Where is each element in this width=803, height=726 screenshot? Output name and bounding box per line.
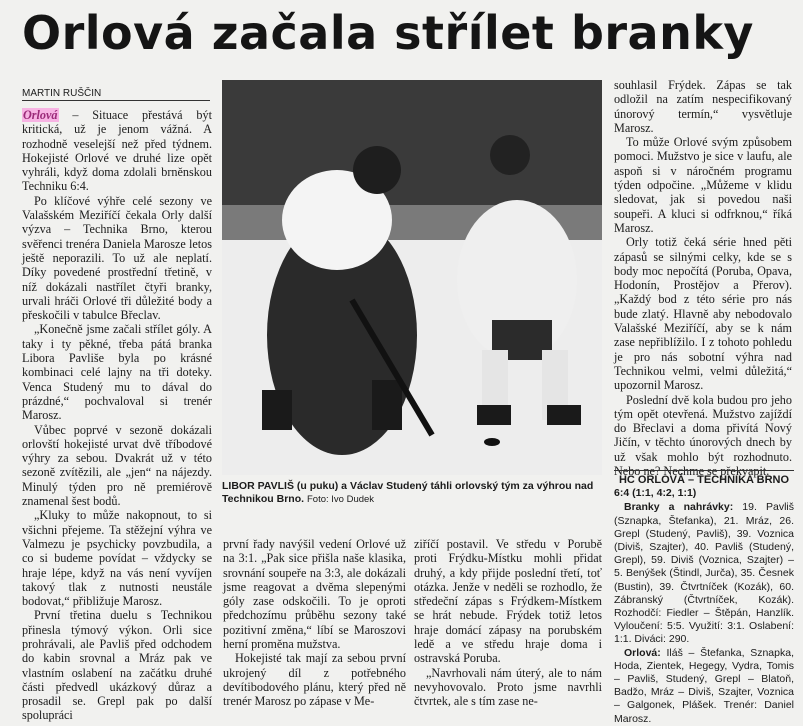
paragraph: „Navrhovali nám úterý, ale to nám nevyhovovalo. Proto jsme navrhli čtvrtek, ale s tím zase ne- (414, 665, 602, 709)
article-column-2 (223, 537, 406, 709)
goals-paragraph: Branky a nahrávky: 19. Pavliš (Sznapka, Štefanka), 21. Mráz, 26. Grepl (Studený, Pavliš), 39. Voznica (Diviš, Szajter), 40. Pavliš (Studený, Grepl), 59. Diviš (Voznica, Szajter) – 5. Benýšek (Štindl, Jurča), 35. Česnek (Bustin), 39. Čtvrtníček (Kozák), 60. Zábranský (Čtvrtníček, Kozák). Rozhodčí: Fiedler – Štěpán, Hanzlík. Vyloučení: 5:5. Využití: 3:1. Oslabení: 1:1. Diváci: 290. (614, 501, 794, 646)
paragraph: ziříčí postavil. Ve středu v Porubě proti Frýdku-Místku mohli přidat druhý, a kdy přijde poslední třetí, toť otázka. Jenže v neděli se rozhodlo, že středeční zápas s Frýdkem-Místkem se hrát nebude. Frýdek totiž letos hraje domácí zápasy na porubském ledě a ve středu hraje doma i ostravská Poruba. (414, 537, 602, 666)
match-heading: HC ORLOVÁ – TECHNIKA BRNO (614, 470, 794, 487)
article-column-1 (22, 108, 212, 723)
article-column-3 (414, 537, 602, 709)
article-column-4 (614, 78, 792, 478)
dateline-highlight: Orlová (23, 108, 58, 122)
match-score: 6:4 (1:1, 4:2, 1:1) (614, 487, 697, 500)
article-headline: Orlová začala střílet branky (22, 6, 754, 60)
hockey-photo (222, 80, 602, 475)
paragraph: To může Orlové svým způsobem pomoci. Mužstvo je sice v laufu, ale aspoň si v náročném programu týden odpočine. „Můžeme v klidu sledovat, jak si povedou naši soupeři. A kluci si odfrknou,“ říká Marosz. (614, 135, 792, 235)
hockey-players-illustration (222, 80, 602, 475)
match-stats-box (614, 470, 794, 726)
photo-caption: LIBOR PAVLIŠ (u puku) a Václav Studený táhli orlovský tým za výhrou nad Technikou Brno. Foto: Ivo Dudek (222, 480, 594, 505)
paragraph: Po klíčové výhře celé sezony ve Valašském Meziříčí čekala Orly další výzva – Technika Brno, kterou svěřenci trenéra Daniela Marosze letos ještě neporazili. To už ale neplatí. Díky povedené prostřední třetině, v níž dokázali nastřílet čtyři branky, urvali hráči Orlové tři důležité body a přeskočili v tabulce Břeclav. (22, 193, 212, 323)
paragraph: Hokejisté tak mají za sebou první ukrojený díl z potřebného devítibodového plánu, který před ně trenér Marosz po zápase v Me- (223, 651, 406, 709)
paragraph: Vůbec poprvé v sezoně dokázali orlovští hokejisté urvat dvě tříbodové výhry za sebou. Dvakrát už v této sezoně zvítězili, ale „jen“ na nájezdy. Minulý týden pro ně premiérově znamenal šest bodů. (22, 422, 212, 509)
paragraph: Poslední dvě kola budou pro jeho tým opět otevřená. Mužstvo zajíždí do Břeclavi a doma přivítá Nový Jičín, v těchto únorových dnech by už však mohlo být rozhodnuto. Nebo ne? Nechme se překvapit. (614, 392, 792, 479)
paragraph: „Kluky to může nakopnout, to si všichni přejeme. Ta stěžejní výhra ve Valmezu je psychicky povzbudila, a co si budeme povídat – vždycky se hraje lépe, když na vás není vyvíjen takový tlak z nutnosti neustále bodovat,“ přibližuje Marosz. (22, 508, 212, 609)
author-byline: MARTIN RUŠČIN (22, 88, 210, 101)
paragraph: Orlová – Situace přestává být kritická, už je jenom vážná. A rozhodně veselejší než před týdnem. Hokejisté Orlové ve druhé lize opět vyhráli, když doma zdolali brněnskou Techniku 6:4. (22, 108, 212, 194)
paragraph: první řady navýšil vedení Orlové už na 3:1. „Pak sice přišla naše klasika, srovnání soupeře na 3:3, ale dokázali jsme reagovat a dvěma slepenými góly zase odskočili. To je oproti předchozímu průběhu sezony také pozitivní změna,“ líbí se Maroszovi herní proměna mužstva. (223, 537, 406, 652)
lineup-paragraph: Orlová: Iláš – Štefanka, Sznapka, Hoda, Zientek, Hegegy, Vydra, Tomis – Pavliš, Studený, Grepl – Blatoň, Badžo, Mráz – Diviš, Szajter, Voznica – Galgonek, Plášek. Trenér: Daniel Marosz. (614, 646, 794, 725)
paragraph: Orly totiž čeká série hned pěti zápasů se silnými celky, kde se s body moc nepočítá (Poruba, Opava, Hodonín, Prostějov a Přerov). „Každý bod z této série pro nás bude zlatý. Hlavně aby nebodovalo Valašské Meziříčí, aby se k nám zase nepřiblížilo. I z tohoto pohledu je pro nás sobotní výhra nad Technikou velmi, velmi důležitá,“ upozornil Marosz. (614, 235, 792, 393)
paragraph: „Konečně jsme začali střílet góly. A taky i ty pěkné, třeba pátá branka Libora Pavliše byla po krásné kombinaci celé lajny na tři doteky. Venca Studený mu to dával do prázdné,“ pochvaloval si trenér Marosz. (22, 322, 212, 423)
paragraph: První třetina duelu s Technikou přinesla týmový výkon. Orli sice prohrávali, ale Pavliš před odchodem do kabin srovnal a Mráz pak ve vlastním oslabení na začátku druhé části předvedl ukázkový důraz a prosadil se. Grepl pak po další spolupráci (22, 608, 212, 723)
paragraph: souhlasil Frýdek. Zápas se tak odložil na zatím nespecifikovaný únorový termín,“ vysvětluje Marosz. (614, 78, 792, 135)
photo-credit: Foto: Ivo Dudek (306, 494, 375, 505)
